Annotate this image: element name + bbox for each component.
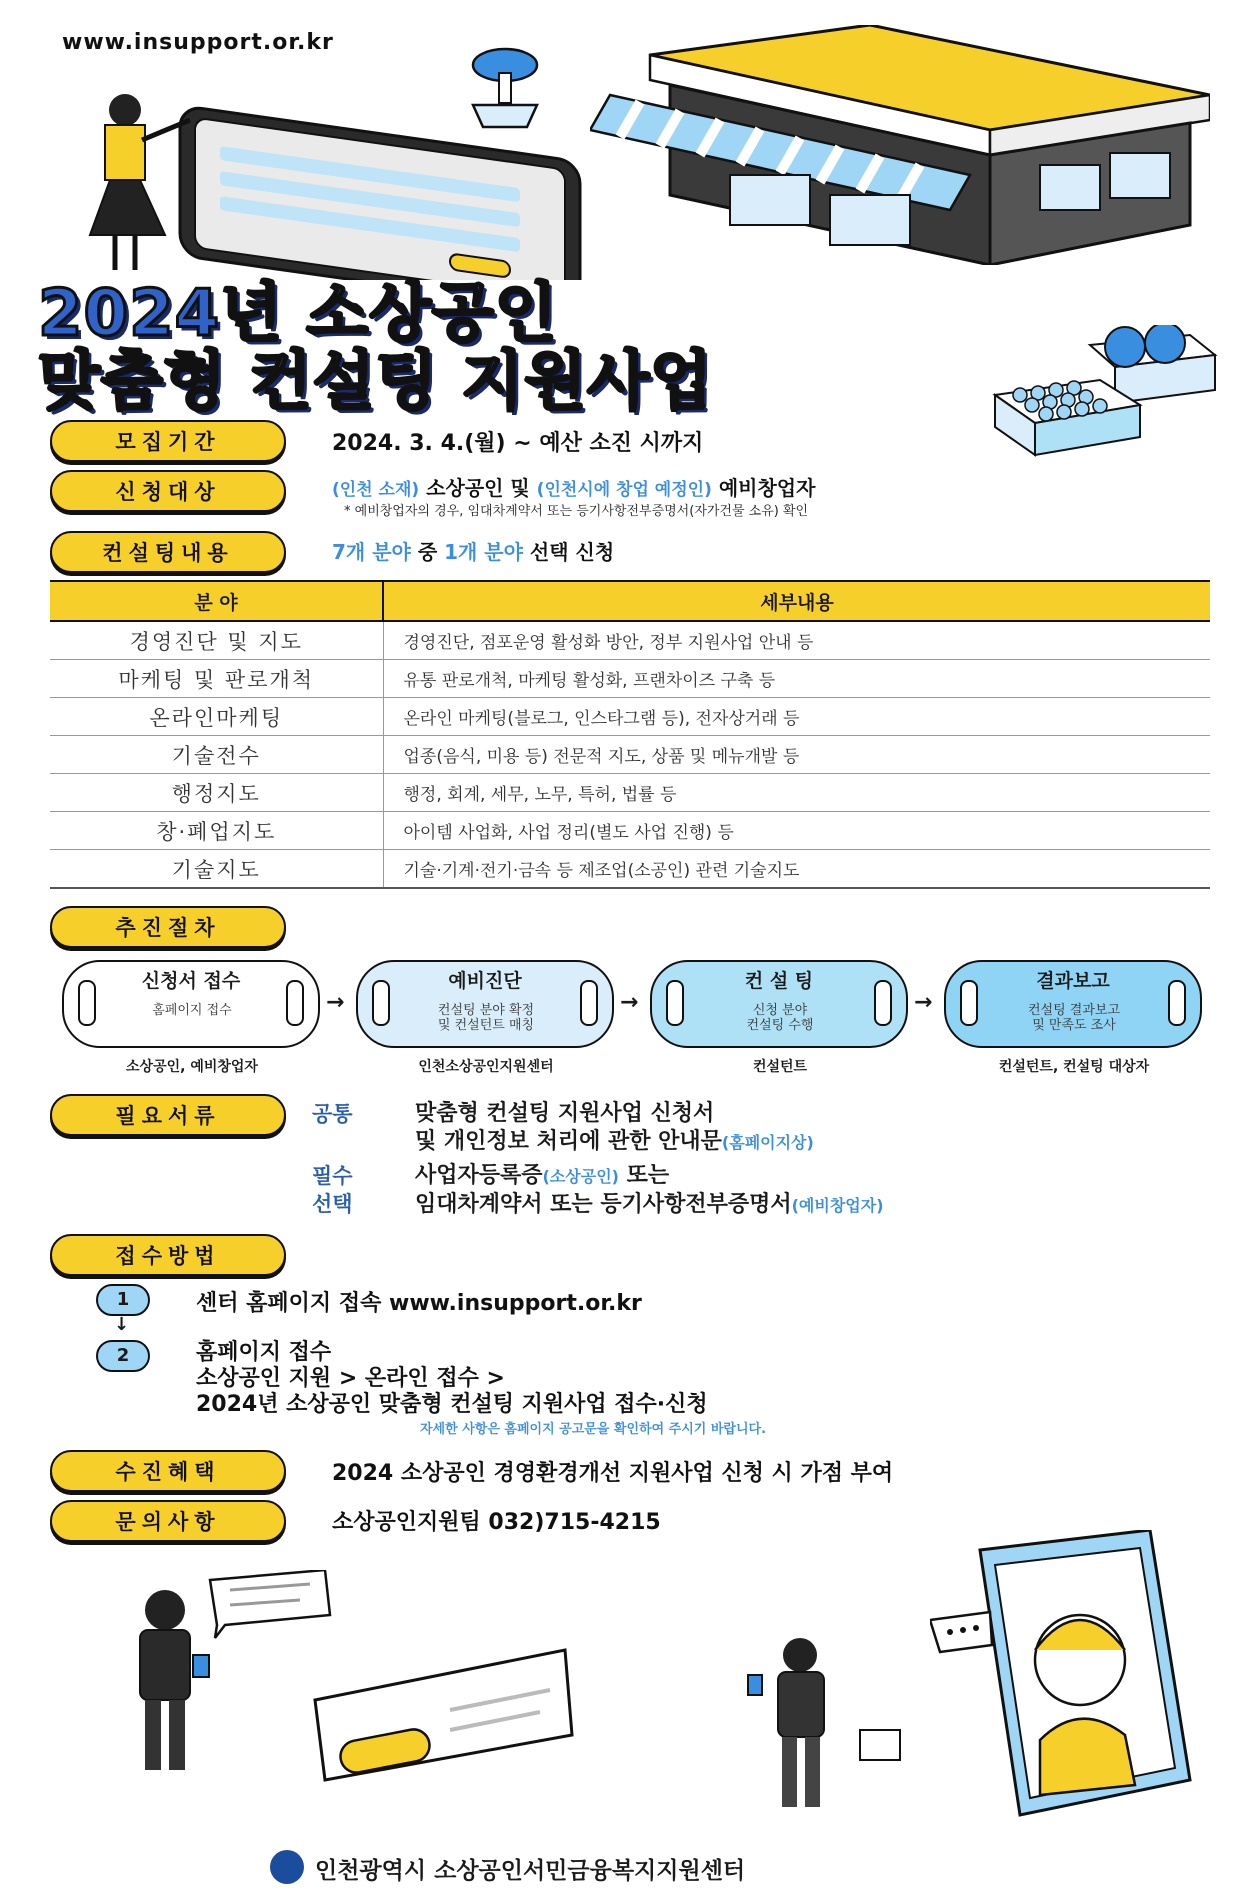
procedure-step-2 — [356, 960, 616, 1075]
table-row — [50, 660, 1210, 698]
documents-label: 필요서류 — [50, 1094, 286, 1136]
down-arrow-icon: ↓ — [114, 1314, 130, 1335]
field-detail: 행정, 회계, 세무, 노무, 특허, 법률 등 — [383, 774, 1210, 812]
field-name: 경영진단 및 지도 — [50, 621, 383, 660]
period-label: 모집기간 — [50, 420, 286, 462]
table-row — [50, 736, 1210, 774]
field-name: 기술전수 — [50, 736, 383, 774]
site-url[interactable]: www.insupport.or.kr — [62, 30, 334, 55]
procedure-step-4 — [944, 960, 1204, 1075]
contact-value: 소상공인지원팀 032)715-4215 — [332, 1510, 661, 1535]
step-sub: 신청 분야 컨설팅 수행 — [746, 1003, 814, 1033]
org-logo-icon — [270, 1850, 304, 1884]
speech-bubble-illustration — [205, 1570, 335, 1640]
main-title-line1: 2024년 소상공인 — [38, 277, 558, 351]
step-sub: 컨설팅 결과보고 및 만족도 조사 — [1027, 1003, 1121, 1033]
main-title-line2: 맞춤형 컨설팅 지원사업 — [38, 345, 713, 419]
method-label: 접수방법 — [50, 1234, 286, 1276]
method-step-2-badge: 2 — [96, 1340, 150, 1372]
content-label: 컨설팅내용 — [50, 531, 286, 573]
target-note: * 예비창업자의 경우, 임대차계약서 또는 등기사항전부증명서(자가건물 소유) 확인 — [344, 504, 809, 519]
field-detail: 기술·기계·전기·금속 등 제조업(소공인) 관련 기술지도 — [383, 850, 1210, 889]
speech-bubble-illustration — [310, 1640, 580, 1790]
doc-common-label: 공통 — [312, 1102, 353, 1126]
field-detail: 유통 판로개척, 마케팅 활성화, 프랜차이즈 구축 등 — [383, 660, 1210, 698]
step-title: 컨 설 팅 — [744, 970, 814, 992]
field-name: 창·폐업지도 — [50, 812, 383, 850]
step-arrow-icon: → — [620, 990, 639, 1015]
field-detail: 온라인 마케팅(블로그, 인스타그램 등), 전자상거래 등 — [383, 698, 1210, 736]
table-row — [50, 850, 1210, 889]
benefit-label: 수진혜택 — [50, 1450, 286, 1492]
field-name: 기술지도 — [50, 850, 383, 889]
method-step-1-text: 센터 홈페이지 접속 www.insupport.or.kr — [196, 1291, 642, 1316]
blocks-illustration — [990, 325, 1220, 460]
benefit-value: 2024 소상공인 경영환경개선 지원사업 신청 시 가점 부여 — [332, 1461, 894, 1486]
step-sub: 홈페이지 접수 — [152, 1003, 232, 1018]
doc-required-label: 필수 선택 — [312, 1164, 353, 1216]
step-arrow-icon: → — [914, 990, 933, 1015]
table-row — [50, 812, 1210, 850]
procedure-step-1 — [62, 960, 322, 1075]
period-value: 2024. 3. 4.(월) ~ 예산 소진 시까지 — [332, 431, 704, 456]
doc-common-text: 맞춤형 컨설팅 지원사업 신청서 및 개인정보 처리에 관한 안내문(홈페이지상) — [415, 1101, 814, 1154]
contact-label: 문의사항 — [50, 1500, 286, 1542]
target-label: 신청대상 — [50, 470, 286, 512]
table-row — [50, 774, 1210, 812]
field-name: 온라인마케팅 — [50, 698, 383, 736]
storefront-illustration — [590, 25, 1210, 265]
field-name: 마케팅 및 판로개척 — [50, 660, 383, 698]
fields-table — [50, 580, 1210, 889]
video-call-phone-illustration — [930, 1530, 1200, 1830]
table-row — [50, 621, 1210, 660]
step-who: 소상공인, 예비창업자 — [126, 1059, 258, 1075]
step-who: 컨설턴트 — [752, 1059, 808, 1075]
step-title: 신청서 접수 — [141, 970, 241, 992]
step-sub: 컨설팅 분야 확정 및 컨설턴트 매칭 — [437, 1003, 535, 1033]
procedure-step-3 — [650, 960, 910, 1075]
step-title: 예비진단 — [448, 970, 522, 992]
step-title: 결과보고 — [1036, 970, 1110, 992]
doc-required-text: 사업자등록증(소상공인) 또는 임대차계약서 또는 등기사항전부증명서(예비창업자) — [415, 1163, 884, 1217]
content-value: 7개 분야 중 1개 분야 선택 신청 — [332, 540, 615, 564]
method-step-2-text: 홈페이지 접수 소상공인 지원 > 온라인 접수 > 2024년 소상공인 맞춤형 컨설팅 지원사업 접수·신청 — [196, 1340, 708, 1417]
field-name: 행정지도 — [50, 774, 383, 812]
field-detail: 업종(음식, 미용 등) 전문적 지도, 상품 및 메뉴개발 등 — [383, 736, 1210, 774]
table-header-field: 분 야 — [50, 581, 383, 621]
field-detail: 경영진단, 점포운영 활성화 방안, 정부 지원사업 안내 등 — [383, 621, 1210, 660]
method-step-1-badge: 1 — [96, 1284, 150, 1316]
step-who: 인천소상공인지원센터 — [418, 1059, 554, 1075]
target-value: (인천 소재) 소상공인 및 (인천시에 창업 예정인) 예비창업자 — [332, 476, 816, 500]
businessman-illustration — [730, 1630, 910, 1820]
procedure-label: 추진절차 — [50, 906, 286, 948]
pedestal-illustration — [455, 45, 565, 135]
method-note: 자세한 사항은 홈페이지 공고문을 확인하여 주시기 바랍니다. — [420, 1422, 767, 1437]
step-who: 컨설턴트, 컨설팅 대상자 — [998, 1059, 1150, 1075]
step-arrow-icon: → — [326, 990, 345, 1015]
footer-org-name: 인천광역시 소상공인서민금융복지지원센터 — [315, 1858, 746, 1884]
table-row — [50, 698, 1210, 736]
field-detail: 아이템 사업화, 사업 정리(별도 사업 진행) 등 — [383, 812, 1210, 850]
table-header-detail: 세부내용 — [383, 581, 1210, 621]
